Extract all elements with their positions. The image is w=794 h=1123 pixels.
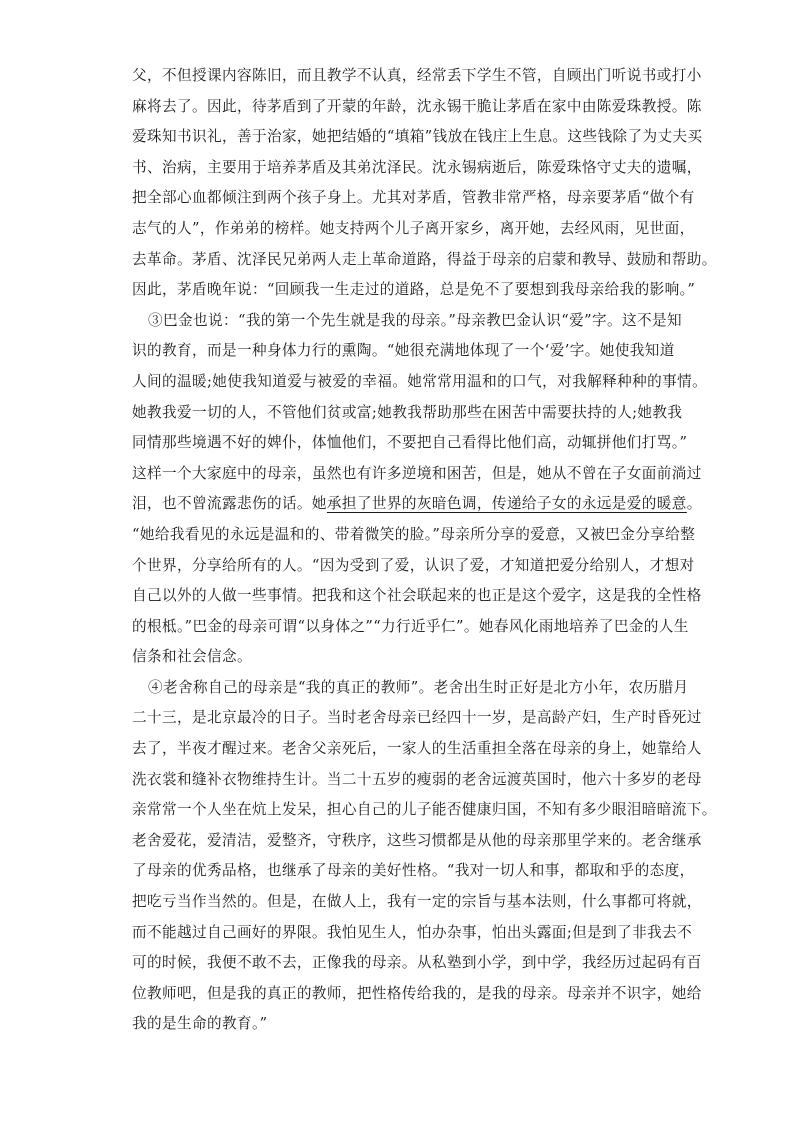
text-line: 书、治病，主要用于培养茅盾及其弟沈泽民。沈永锡病逝后，陈爱珠恪守丈夫的遗嘱， [132,158,702,176]
text-line: 可的时候，我便不敢不去，正像我的母亲。从私塾到小学，到中学，我经历过起码有百 [132,954,702,972]
text-line: 识的教育，而是一种身体力行的熏陶。“她很充满地体现了一个‘爱’字。她使我知道 [132,342,675,360]
text-line: 志气的人”，作弟弟的榜样。她支持两个儿子离开家乡，离开她，去经风雨，见世面， [132,219,695,237]
text-line: 亲常常一个人坐在炕上发呆，担心自己的儿子能否健康归国，不知有多少眼泪暗暗流下。 [132,801,717,819]
text-segment: 泪，也不曾流露悲伤的话。她 [132,495,327,513]
text-line: 因此，茅盾晚年说：“回顾我一生走过的道路，总是免不了要想到我母亲给我的影响。” [132,281,696,299]
text-line: ④老舍称自己的母亲是“我的真正的教师”。老舍出生时正好是北方小年，农历腊月 [148,678,689,696]
text-line: 麻将去了。因此，待茅盾到了开蒙的年龄，沈永锡干脆让茅盾在家中由陈爱珠教授。陈 [132,97,702,115]
text-line: 的根柢。”巴金的母亲可谓“以身体之”“力行近乎仁”。她春风化雨地培养了巴金的人生 [132,617,689,635]
text-line: 把全部心血都倾注到两个孩子身上。尤其对茅盾，管教非常严格，母亲要茅盾“做个有 [132,189,695,207]
text-line: 了母亲的优秀品格，也继承了母亲的美好性格。“我对一切人和事，都取和乎的态度， [132,862,695,880]
text-line: 去革命。茅盾、沈泽民兄弟两人走上革命道路，得益于母亲的启蒙和教导、鼓励和帮助。 [132,250,717,268]
text-line: “她给我看见的永远是温和的、带着微笑的脸。”母亲所分享的爱意，又被巴金分享给整 [132,525,696,543]
text-line: 个世界，分享给所有的人。“因为受到了爱，认识了爱，才知道把爱分给别人，才想对 [132,556,695,574]
text-line: 洗衣裳和缝补衣物维持生计。当二十五岁的瘦弱的老舍远渡英国时，他六十多岁的老母 [132,770,702,788]
text-line: 位教师吧，但是我的真正的教师，把性格传给我的，是我的母亲。母亲并不识字，她给 [132,984,702,1002]
text-line: 二十三，是北京最冷的日子。当时老舍母亲已经四十一岁，是高龄产妇，生产时昏死过 [132,709,702,727]
text-line: 把吃亏当作当然的。但是，在做人上，我有一定的宗旨与基本法则，什么事都可将就， [132,893,702,911]
text-line: 而不能越过自己画好的界限。我怕见生人，怕办杂事，怕出头露面;但是到了非我去不 [132,923,693,941]
paragraph-p2-cont [132,61,717,306]
text-line: 我的是生命的教育。” [132,1015,268,1033]
text-line [132,489,702,520]
text-line: 自己以外的人做一些事情。把我和这个社会联起来的也正是这个爱字，这是我的全性格 [132,587,702,605]
text-line: ③巴金也说：“我的第一个先生就是我的母亲。”母亲教巴金认识“爱”字。这不是知 [148,311,682,329]
article-body [132,61,717,1040]
underlined-phrase: 承担了世界的灰暗色调，传递给子女的永远是爱的暖意 [326,495,687,513]
text-line: 爱珠知书识礼，善于治家，她把结婚的“填箱”钱放在钱庄上生息。这些钱除了为丈夫买 [132,128,703,146]
text-line: 这样一个大家庭中的母亲，虽然也有许多逆境和困苦，但是，她从不曾在子女面前淌过 [132,464,702,482]
text-line: 父，不但授课内容陈旧，而且教学不认真，经常丢下学生不管，自顾出门听说书或打小 [132,67,702,84]
paragraph-p4 [132,673,717,1040]
text-line: 她教我爱一切的人，不管他们贫或富;她教我帮助那些在困苦中需要扶持的人;她教我 [132,403,683,421]
text-line: 人间的温暖;她使我知道爱与被爱的幸福。她常常用温和的口气，对我解释种种的事情。 [132,372,708,390]
text-line: 同情那些境遇不好的婢仆，体恤他们，不要把自己看得比他们高，动辄拼他们打骂。” [132,434,688,452]
paragraph-p3 [132,306,708,673]
text-line: 去了，半夜才醒过来。老舍父亲死后，一家人的生活重担全落在母亲的身上，她靠给人 [132,740,702,758]
text-line: 老舍爱花，爱清洁，爱整齐，守秩序，这些习惯都是从他的母亲那里学来的。老舍继承 [132,831,702,849]
text-line: 信条和社会信念。 [132,648,252,666]
text-segment: 。 [686,495,702,513]
